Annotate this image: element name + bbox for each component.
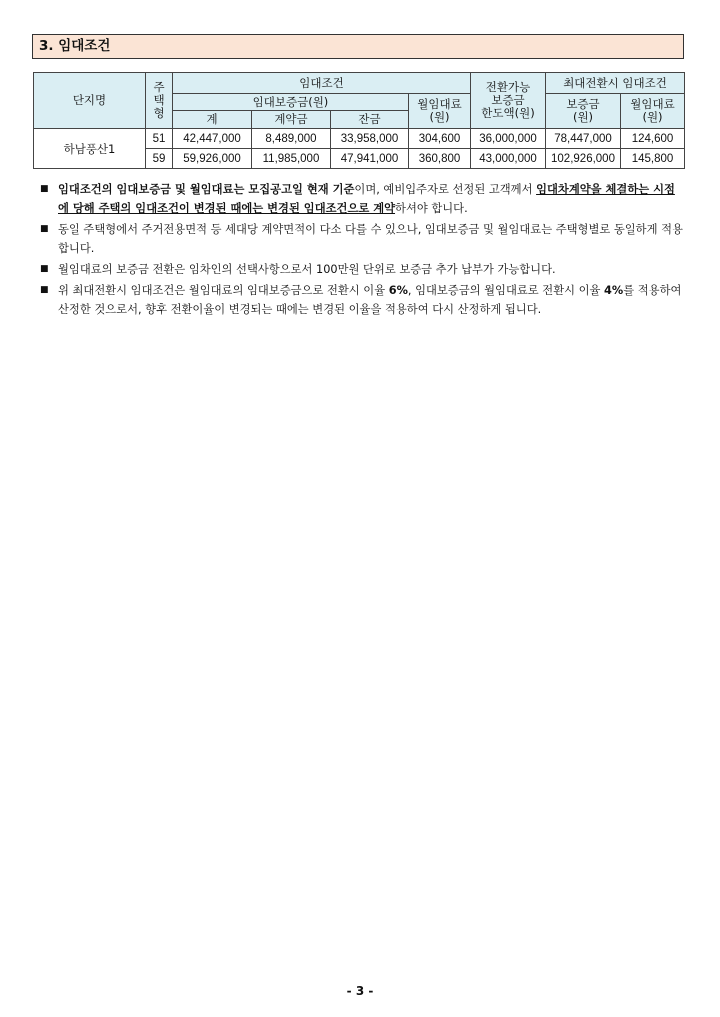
total-cell: 59,926,000 [173, 149, 252, 169]
header-type-text: 주택형 [153, 80, 165, 120]
note-1-underlined: 임대차계약을 체결하는 시점에 당해 주택의 임대조건이 변경된 때에는 변경된 임대조건으로 계약 [58, 183, 675, 215]
page-number: - 3 - [346, 984, 374, 998]
header-deposit: 임대보증금(원) [173, 94, 409, 111]
square-bullet-icon: ■ [40, 224, 49, 234]
type-cell: 51 [146, 129, 173, 149]
monthly-cell: 360,800 [409, 149, 471, 169]
table-row [34, 129, 685, 149]
note-item [40, 281, 685, 319]
note-4-rate-4: 4% [604, 284, 624, 297]
note-item [40, 180, 685, 218]
header-balance: 잔금 [331, 111, 409, 129]
note-4-mid: , 임대보증금의 월임대료로 전환시 이율 [407, 284, 605, 297]
contract-cell: 8,489,000 [252, 129, 331, 149]
header-convertible-deposit: 전환가능 보증금 한도액(원) [471, 73, 546, 129]
note-4-end: 를 적용하여 산정한 것으로서, 향후 전환이율이 변경되는 때에는 변경된 이율을 적용하여 다시 산정하게 됩니다. [58, 284, 682, 316]
max-monthly-cell: 124,600 [621, 129, 685, 149]
note-4-text: 위 최대전환시 임대조건은 월임대료의 임대보증금으로 전환시 이율 [58, 284, 389, 297]
monthly-cell: 304,600 [409, 129, 471, 149]
header-max-monthly: 월임대료 (원) [621, 94, 685, 129]
total-cell: 42,447,000 [173, 129, 252, 149]
note-item [40, 220, 685, 258]
balance-cell: 33,958,000 [331, 129, 409, 149]
note-1-text: 이며, 예비입주자로 선정된 고객께서 [354, 183, 537, 196]
type-cell: 59 [146, 149, 173, 169]
header-monthly-rent: 월임대료 (원) [409, 94, 471, 129]
square-bullet-icon: ■ [40, 264, 49, 274]
max-monthly-cell: 145,800 [621, 149, 685, 169]
header-total: 계 [173, 111, 252, 129]
header-type [146, 73, 173, 129]
max-deposit-cell: 102,926,000 [546, 149, 621, 169]
note-2-text: 동일 주택형에서 주거전용면적 등 세대당 계약면적이 다소 다를 수 있으나, 임대보증금 및 월임대료는 주택형별로 동일하게 적용합니다. [58, 223, 683, 255]
complex-name-cell: 하남풍산1 [34, 129, 146, 169]
header-complex: 단지명 [34, 73, 146, 129]
max-deposit-cell: 78,447,000 [546, 129, 621, 149]
section-title: 3. 임대조건 [32, 34, 684, 59]
contract-cell: 11,985,000 [252, 149, 331, 169]
square-bullet-icon: ■ [40, 285, 49, 295]
header-contract: 계약금 [252, 111, 331, 129]
convertible-cell: 43,000,000 [471, 149, 546, 169]
square-bullet-icon: ■ [40, 184, 49, 194]
note-4-rate-6: 6% [388, 284, 408, 297]
notes-list [40, 180, 685, 321]
header-max-deposit: 보증금 (원) [546, 94, 621, 129]
header-rent-conditions: 임대조건 [173, 73, 471, 94]
balance-cell: 47,941,000 [331, 149, 409, 169]
convertible-cell: 36,000,000 [471, 129, 546, 149]
note-1-bold: 임대조건의 임대보증금 및 월임대료는 모집공고일 현재 기준 [58, 183, 355, 196]
note-item [40, 260, 685, 279]
header-max-conversion: 최대전환시 임대조건 [546, 73, 685, 94]
note-1-end: 하셔야 합니다. [395, 202, 468, 215]
note-3-text: 월임대료의 보증금 전환은 임차인의 선택사항으로서 100만원 단위로 보증금 추가 납부가 가능합니다. [58, 263, 556, 276]
rent-conditions-table [33, 72, 685, 169]
